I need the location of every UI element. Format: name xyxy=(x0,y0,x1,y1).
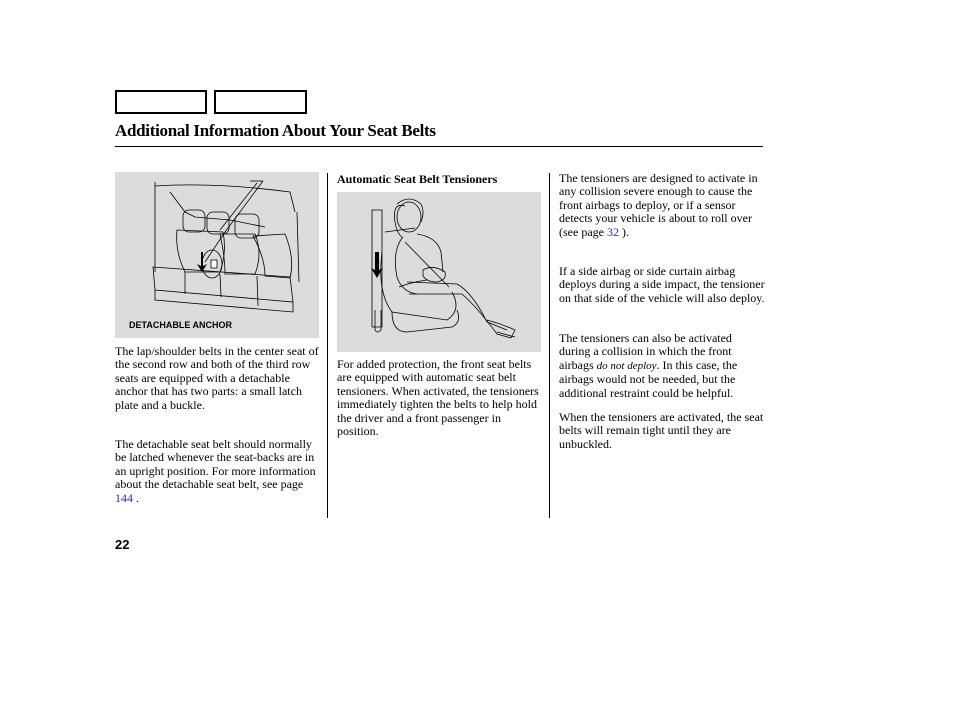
no-deploy-text: The tensioners can also be activated during a collision in which the front airbags xyxy=(559,331,732,372)
activation-paragraph xyxy=(559,172,765,239)
activation-text: The tensioners are designed to activate in any collision severe enough to cause the front airbags to deploy, or if a sensor detects your vehicle is about to roll over (see page xyxy=(559,171,758,239)
no-deploy-text-end: . In this case, the airbags would not be needed, but the additional restraint could be helpful. xyxy=(559,357,738,400)
figure-caption: DETACHABLE ANCHOR xyxy=(129,320,232,330)
italic-phrase: do not deploy xyxy=(596,359,657,372)
seated-passenger-drawing xyxy=(337,192,541,352)
tensioner-description-paragraph: For added protection, the front seat belts are equipped with automatic seat belt tensioners. When activated, the tensioners immediately tighten the belts to help hold the driver and a front passenger in position. xyxy=(337,357,539,439)
paragraph-text-end: . xyxy=(133,490,139,505)
page-link-144[interactable]: 144 xyxy=(115,490,133,505)
anchor-description-paragraph: The lap/shoulder belts in the center seat of the second row and both of the third row seats are equipped with a detachable anchor that has two parts: a small latch plate and a buckle. xyxy=(115,344,319,412)
nav-tab-box-1[interactable] xyxy=(115,90,207,114)
nav-tab-box-2[interactable] xyxy=(214,90,307,114)
tensioners-heading: Automatic Seat Belt Tensioners xyxy=(337,172,498,186)
column-divider-1 xyxy=(327,173,328,518)
unbuckled-paragraph: When the tensioners are activated, the seat belts will remain tight until they are unbuckled. xyxy=(559,410,764,451)
paragraph-text: The detachable seat belt should normally be latched whenever the seat-backs are in an upright position. For more information about the detachable seat belt, see page xyxy=(115,437,316,492)
rear-seat-drawing xyxy=(115,172,319,338)
column-divider-2 xyxy=(549,173,550,518)
detachable-anchor-illustration xyxy=(115,172,319,338)
detachable-belt-paragraph xyxy=(115,438,321,505)
activation-text-end: ). xyxy=(618,224,629,239)
page-link-32[interactable]: 32 xyxy=(606,224,619,239)
section-title: Additional Information About Your Seat Belts xyxy=(115,121,436,140)
seat-belt-tensioner-illustration xyxy=(337,192,541,352)
page-number: 22 xyxy=(115,537,130,552)
side-airbag-paragraph: If a side airbag or side curtain airbag deploys during a side impact, the tensioner on that side of the vehicle will also deploy. xyxy=(559,264,765,305)
no-deploy-paragraph xyxy=(559,332,765,400)
title-rule xyxy=(115,146,763,147)
